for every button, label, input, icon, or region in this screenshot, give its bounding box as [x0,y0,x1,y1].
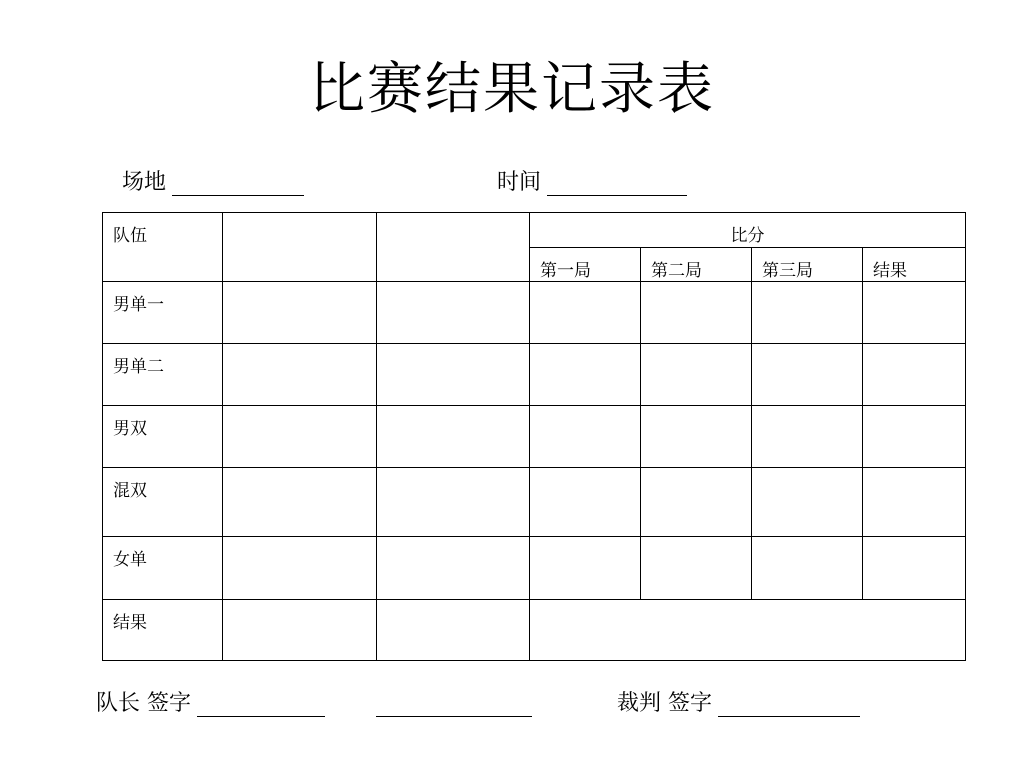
player-cell[interactable] [377,468,530,537]
player-cell[interactable] [223,537,377,600]
table-row [103,537,966,600]
captain-signature-blank-a[interactable] [197,692,325,717]
score-cell[interactable] [530,537,641,600]
row-label: 结果 [103,600,223,661]
row-label: 女单 [103,537,223,600]
team-a-name-cell[interactable] [223,213,377,282]
player-cell[interactable] [377,344,530,406]
row-label: 男单一 [103,282,223,344]
score-cell[interactable] [641,468,752,537]
score-cell[interactable] [863,282,966,344]
score-cell[interactable] [530,344,641,406]
score-cell[interactable] [863,406,966,468]
table-row [103,406,966,468]
score-cell[interactable] [752,282,863,344]
score-cell[interactable] [530,406,641,468]
row-label: 男双 [103,406,223,468]
captain-signature-label: 队长 签字 [96,691,191,716]
team-b-result-cell[interactable] [377,600,530,661]
player-cell[interactable] [223,468,377,537]
referee-signature-field [617,691,860,717]
final-result-cell[interactable] [530,600,966,661]
score-cell[interactable] [752,468,863,537]
captain-signature-field [96,691,325,717]
player-cell[interactable] [223,282,377,344]
score-cell[interactable] [752,344,863,406]
referee-signature-blank[interactable] [718,692,860,717]
score-cell[interactable] [752,406,863,468]
time-blank[interactable] [547,171,687,196]
team-header: 队伍 [103,213,223,282]
score-header: 比分 [530,213,966,248]
score-cell[interactable] [863,344,966,406]
team-b-name-cell[interactable] [377,213,530,282]
referee-signature-label: 裁判 签字 [617,691,712,716]
venue-blank[interactable] [172,171,304,196]
time-field [497,170,687,196]
time-label: 时间 [497,170,542,195]
player-cell[interactable] [223,344,377,406]
captain-signature-field-b [376,691,532,717]
team-a-result-cell[interactable] [223,600,377,661]
score-cell[interactable] [530,282,641,344]
result-table [102,212,966,661]
player-cell[interactable] [377,406,530,468]
row-label: 男单二 [103,344,223,406]
player-cell[interactable] [377,537,530,600]
score-cell[interactable] [863,537,966,600]
score-cell[interactable] [641,344,752,406]
game3-header: 第三局 [752,248,863,282]
venue-label: 场地 [122,170,167,195]
score-cell[interactable] [863,468,966,537]
table-row [103,600,966,661]
table-row [103,468,966,537]
table-row [103,344,966,406]
score-cell[interactable] [530,468,641,537]
captain-signature-blank-b[interactable] [376,692,532,717]
game1-header: 第一局 [530,248,641,282]
score-cell[interactable] [641,406,752,468]
player-cell[interactable] [223,406,377,468]
score-cell[interactable] [641,537,752,600]
table-row [103,282,966,344]
venue-field [122,170,304,196]
player-cell[interactable] [377,282,530,344]
score-cell[interactable] [752,537,863,600]
page-title: 比赛结果记录表 [309,57,715,122]
game2-header: 第二局 [641,248,752,282]
score-cell[interactable] [641,282,752,344]
row-label: 混双 [103,468,223,537]
result-header: 结果 [863,248,966,282]
